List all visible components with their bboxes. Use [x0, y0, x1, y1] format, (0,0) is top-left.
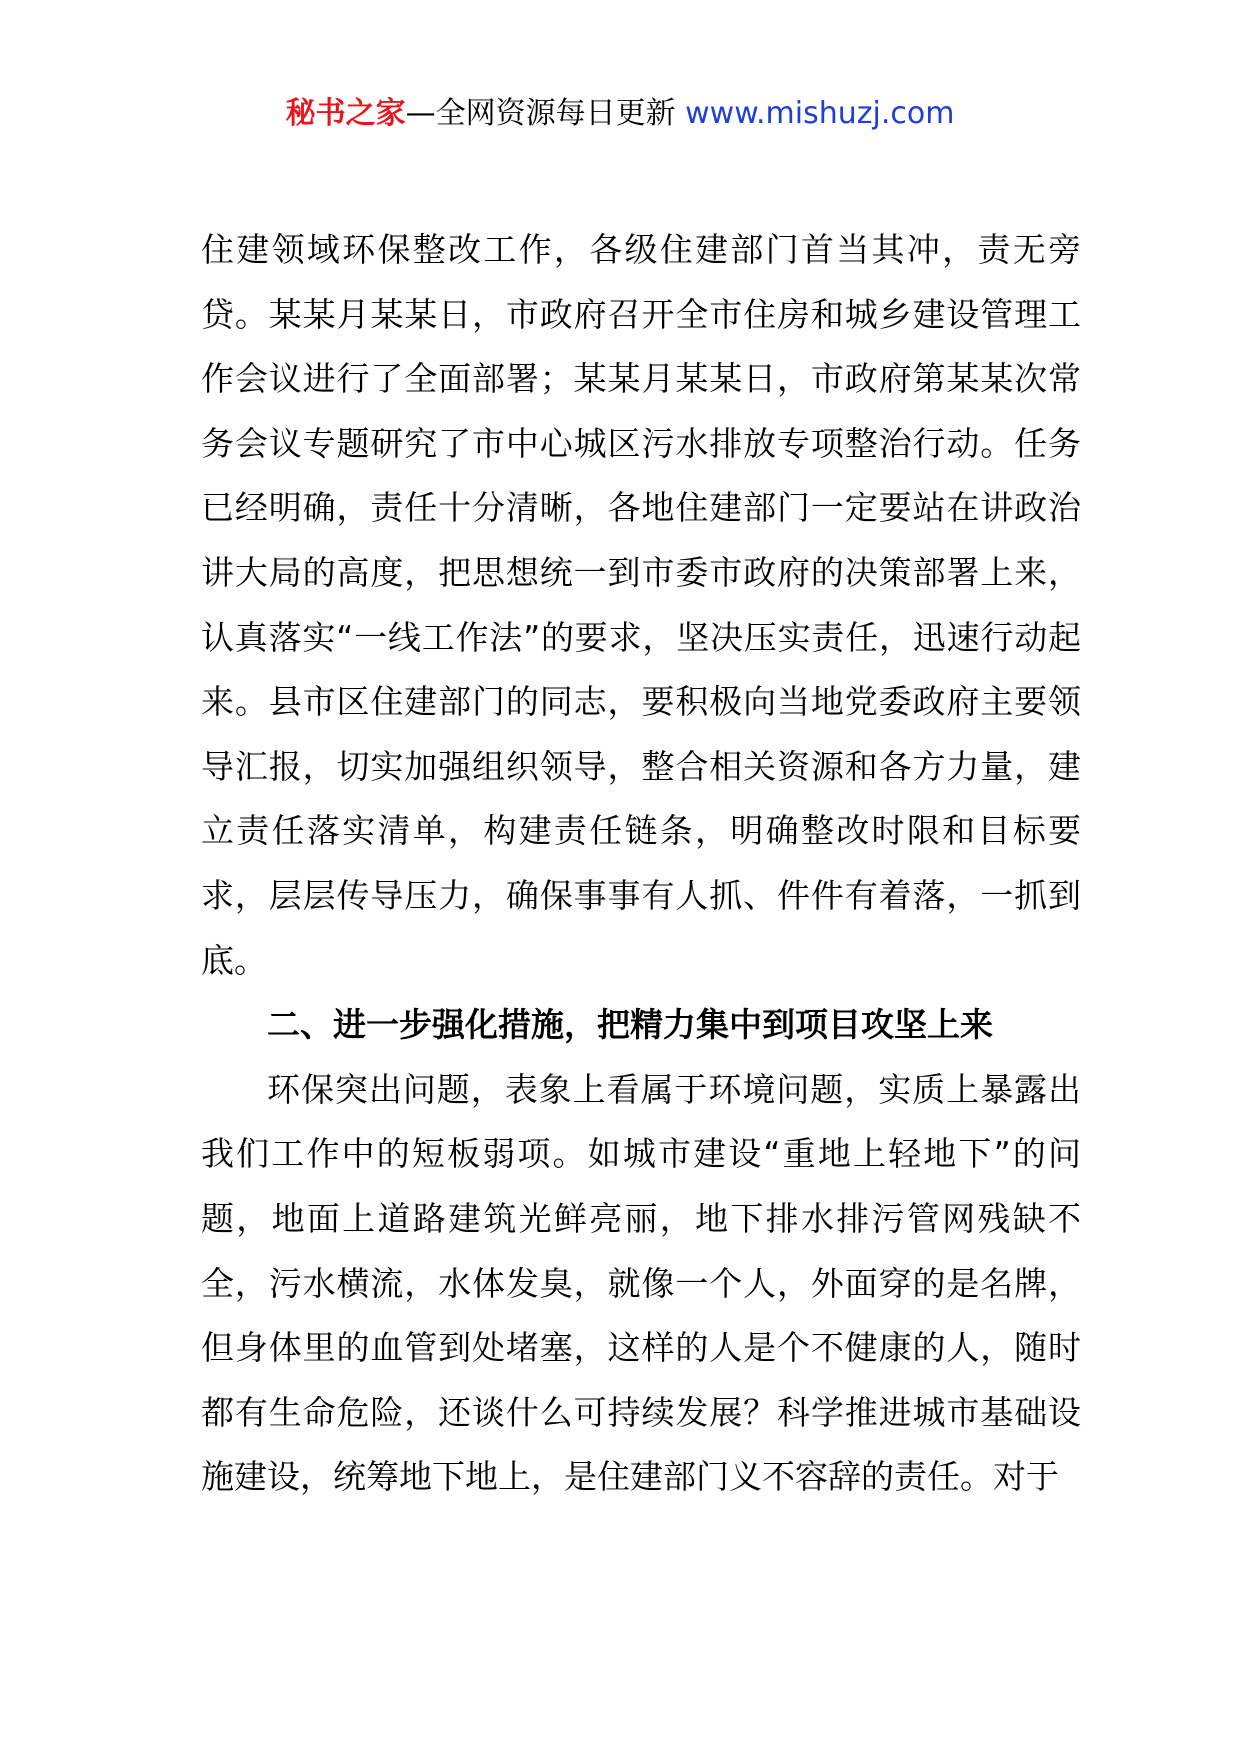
section-heading: 二、进一步强化措施，把精力集中到项目攻坚上来 — [267, 1005, 993, 1045]
document-body — [201, 218, 1081, 1510]
header-tagline: —全网资源每日更新 — [405, 96, 686, 131]
site-url-link[interactable]: www.mishuzj.com — [685, 96, 955, 131]
paragraph-infrastructure: 环保突出问题，表象上看属于环境问题，实质上暴露出我们工作中的短板弱项。如城市建设“重地上轻地下”的问题，地面上道路建筑光鲜亮丽，地下排水排污管网残缺不全，污水横流，水体发臭，就像一个人，外面穿的是名牌，但身体里的血管到处堵塞，这样的人是个不健康的人，随时都有生命危险，还谈什么可持续发展？科学推进城市基础设施建设，统筹地下地上，是住建部门义不容辞的责任。对于 — [201, 1069, 1081, 1497]
brand-name: 秘书之家 — [285, 96, 406, 131]
page-header — [0, 92, 1240, 136]
paragraph-responsibility: 住建领域环保整改工作，各级住建部门首当其冲，责无旁贷。某某月某某日，市政府召开全市住房和城乡建设管理工作会议进行了全面部署；某某月某某日，市政府第某某次常务会议专题研究了市中心城区污水排放专项整治行动。任务已经明确，责任十分清晰，各地住建部门一定要站在讲政治讲大局的高度，把思想统一到市委市政府的决策部署上来，认真落实“一线工作法”的要求，坚决压实责任，迅速行动起来。县市区住建部门的同志，要积极向当地党委政府主要领导汇报，切实加强组织领导，整合相关资源和各方力量，建立责任落实清单，构建责任链条，明确整改时限和目标要求，层层传导压力，确保事事有人抓、件件有着落，一抓到底。 — [201, 230, 1081, 980]
